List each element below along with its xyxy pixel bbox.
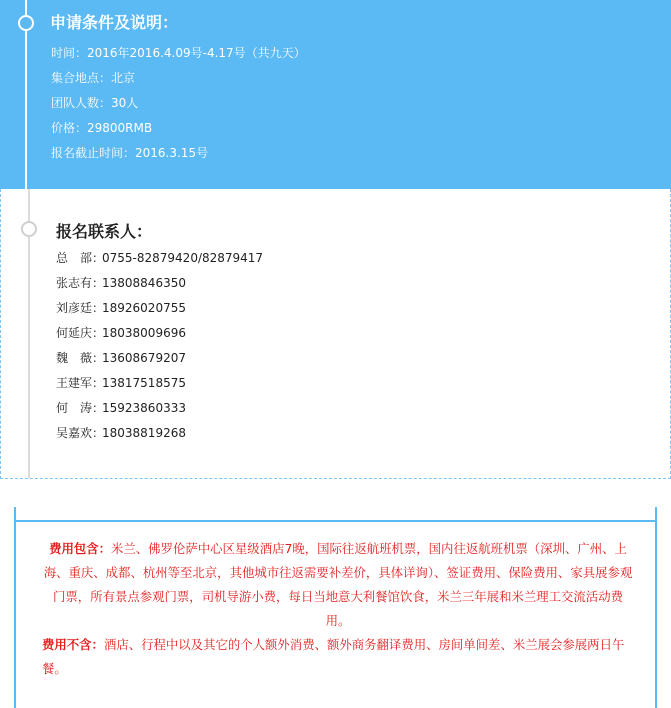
- fees-section: [14, 507, 657, 708]
- condition-price: 价格：29800RMB: [51, 121, 153, 135]
- fees-exclude-label: 费用不含：: [42, 637, 104, 652]
- contact-phone: 18038009696: [102, 326, 186, 340]
- contact-row: [56, 374, 186, 391]
- contact-row: [56, 249, 263, 266]
- conditions-title: 申请条件及说明：: [50, 13, 179, 32]
- contact-name: 张志有：: [56, 276, 105, 290]
- contact-phone: 13817518575: [102, 376, 186, 390]
- contact-row: [56, 274, 186, 291]
- fees-exclude: [42, 633, 634, 681]
- contact-row: [56, 299, 186, 316]
- fees-include: [42, 537, 634, 633]
- contact-name: 总 部：: [56, 251, 105, 265]
- contact-row: [56, 424, 186, 441]
- contact-phone: 18926020755: [102, 301, 186, 315]
- condition-time: 时间：2016年2016.4.09号-4.17号（共九天）: [51, 46, 306, 60]
- fees-include-label: 费用包含：: [49, 541, 112, 556]
- divider: [655, 507, 657, 708]
- contact-name: 吴嘉欢：: [56, 426, 105, 440]
- contact-phone: 18038819268: [102, 426, 186, 440]
- contacts-title: 报名联系人：: [56, 222, 153, 241]
- contact-name: 魏 薇：: [56, 351, 105, 365]
- contact-row: [56, 349, 186, 366]
- condition-location: 集合地点：北京: [51, 71, 136, 85]
- contact-name: 刘彦廷：: [56, 301, 105, 315]
- timeline-dot-icon: [18, 15, 34, 31]
- contact-phone: 13608679207: [102, 351, 186, 365]
- divider: [14, 507, 16, 708]
- conditions-section: [0, 0, 671, 189]
- contact-name: 何延庆：: [56, 326, 105, 340]
- contact-row: [56, 399, 186, 416]
- fees-exclude-text: 酒店、行程中以及其它的个人额外消费、额外商务翻译费用、房间单间差、米兰展会参展两日午餐。: [42, 637, 625, 676]
- fees-content: [42, 537, 634, 681]
- contact-phone: 15923860333: [102, 401, 186, 415]
- contact-name: 王建军：: [56, 376, 105, 390]
- contact-name: 何 涛：: [56, 401, 105, 415]
- condition-deadline: 报名截止时间：2016.3.15号: [51, 146, 209, 160]
- contact-phone: 0755-82879420/82879417: [102, 251, 264, 265]
- condition-team-size: 团队人数：30人: [51, 96, 139, 110]
- fees-include-text: 米兰、佛罗伦萨中心区星级酒店7晚，国际往返航班机票，国内往返航班机票（深圳、广州、上海、重庆、成都、杭州等至北京，其他城市往返需要补差价，具体详询）、签证费用、保险费用、家具展参观门票，所有景点参观门票，司机导游小费，每日当地意大利餐馆饮食，米兰三年展和米兰理工交流活动费用。: [43, 541, 633, 628]
- divider: [14, 520, 657, 522]
- timeline-dot-icon: [21, 221, 37, 237]
- contact-phone: 13808846350: [102, 276, 186, 290]
- contact-row: [56, 324, 186, 341]
- contacts-section: [0, 189, 671, 479]
